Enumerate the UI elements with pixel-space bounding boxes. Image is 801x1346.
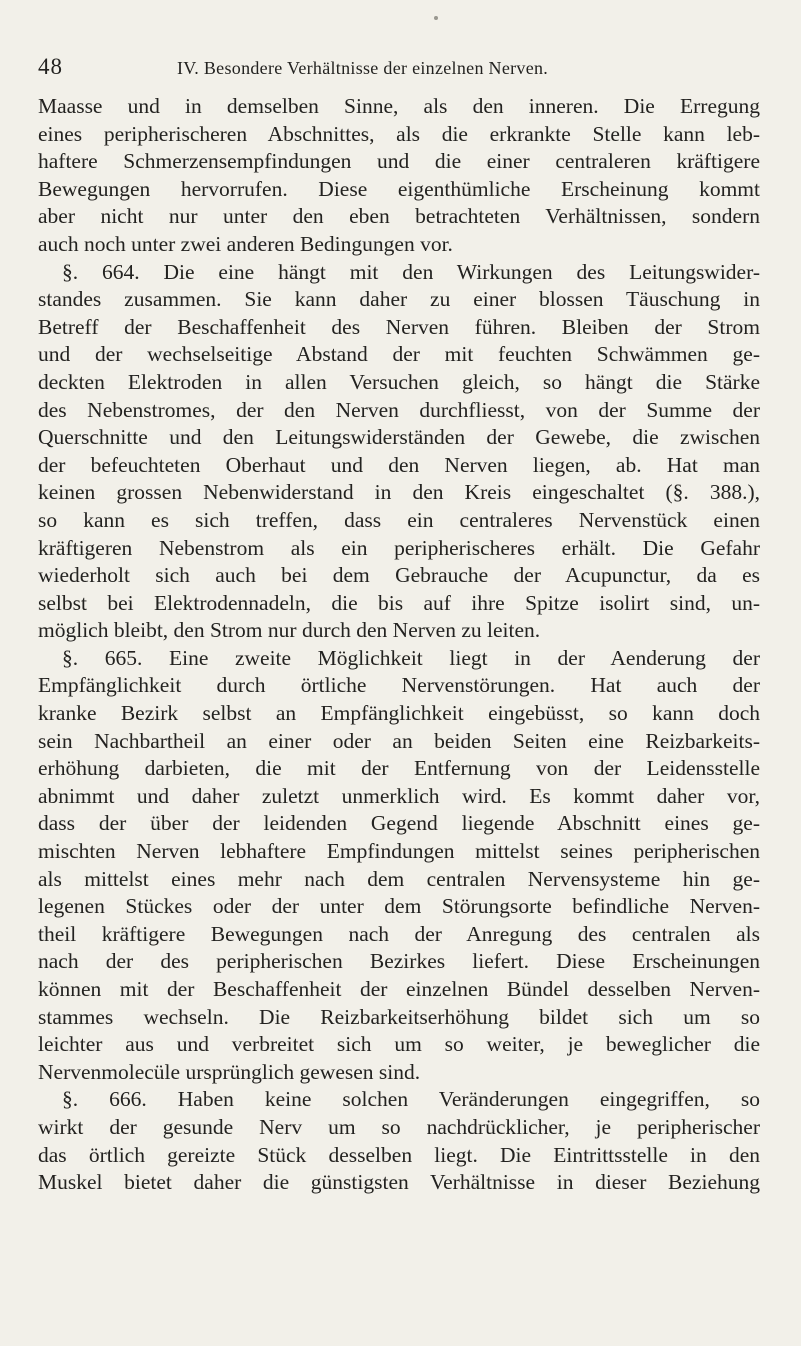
running-title: IV. Besondere Verhältnisse der einzelnen Nerven. [177, 58, 549, 78]
text-line: können mit der Beschaffenheit der einzelnen Bündel desselben Nerven- [38, 977, 760, 1001]
section-666-start: §. 666. Haben keine solchen Veränderungen eingegriffen, so [62, 1087, 760, 1112]
text-line: legenen Stückes oder der unter dem Störungsorte befindliche Nerven- [38, 894, 760, 919]
text-line: stammes wechseln. Die Reizbarkeitserhöhung bildet sich um so [38, 1004, 760, 1029]
text-line: wiederholt sich auch bei dem Gebrauche der Acupunctur, da es [38, 563, 760, 588]
text-line: auch noch unter zwei anderen Bedingungen vor. [38, 231, 453, 256]
text-line: aber nicht nur unter den eben betrachteten Verhältnissen, sondern [38, 204, 760, 229]
text-line: das örtlich gereizte Stück desselben liegt. Die Eintrittsstelle in den [38, 1142, 760, 1167]
text-line: Betreff der Beschaffenheit des Nerven führen. Bleiben der Strom [38, 314, 760, 339]
text-line: Empfänglichkeit durch örtliche Nervenstörungen. Hat auch der [38, 673, 760, 698]
text-line: kräftigeren Nebenstrom als ein peripherischeres erhält. Die Gefahr [38, 535, 760, 560]
text-line: erhöhung darbieten, die mit der Entfernung von der Leidensstelle [38, 756, 760, 781]
page-header [38, 54, 758, 84]
text-line: sein Nachbartheil an einer oder an beiden Seiten eine Reizbarkeits- [38, 728, 760, 753]
section-664-start: §. 664. Die eine hängt mit den Wirkungen des Leitungswider- [62, 259, 760, 284]
text-line: mischten Nerven lebhaftere Empfindungen mittelst seines peripherischen [38, 839, 760, 864]
text-line: Nervenmolecüle ursprünglich gewesen sind. [38, 1059, 421, 1084]
text-line: und der wechselseitige Abstand der mit feuchten Schwämmen ge- [38, 342, 760, 367]
text-line: selbst bei Elektrodennadeln, die bis auf ihre Spitze isolirt sind, un- [38, 590, 760, 615]
text-line: der befeuchteten Oberhaut und den Nerven liegen, ab. Hat man [38, 452, 760, 477]
text-line: abnimmt und daher zuletzt unmerklich wird. Es kommt daher vor, [38, 783, 760, 808]
text-line: Muskel bietet daher die günstigsten Verhältnisse in dieser Beziehung [38, 1170, 760, 1195]
text-line: als mittelst eines mehr nach dem centralen Nervensysteme hin ge- [38, 866, 760, 891]
text-line: standes zusammen. Sie kann daher zu einer blossen Täuschung in [38, 287, 760, 312]
text-line: theil kräftigere Bewegungen nach der Anregung des centralen als [38, 921, 760, 946]
section-665-start: §. 665. Eine zweite Möglichkeit liegt in der Aenderung der [62, 645, 760, 670]
text-line: so kann es sich treffen, dass ein centraleres Nervenstück einen [38, 507, 760, 532]
text-line: nach der des peripherischen Bezirkes liefert. Diese Erscheinungen [38, 949, 760, 974]
text-line: dass der über der leidenden Gegend liegende Abschnitt eines ge- [38, 811, 760, 836]
text-line: Bewegungen hervorrufen. Diese eigenthümliche Erscheinung kommt [38, 176, 760, 201]
text-line: leichter aus und verbreitet sich um so weiter, je beweglicher die [38, 1032, 760, 1057]
text-line: eines peripherischeren Abschnittes, als die erkrankte Stelle kann leb- [38, 121, 760, 146]
text-line: deckten Elektroden in allen Versuchen gleich, so hängt die Stärke [38, 369, 760, 394]
text-line: haftere Schmerzensempfindungen und die einer centraleren kräftigere [38, 149, 760, 174]
body-text [38, 93, 760, 1197]
text-line: keinen grossen Nebenwiderstand in den Kreis eingeschaltet (§. 388.), [38, 480, 760, 505]
text-line: Querschnitte und den Leitungswiderständen der Gewebe, die zwischen [38, 425, 760, 450]
print-speck [434, 16, 438, 20]
text-line: wirkt der gesunde Nerv um so nachdrücklicher, je peripherischer [38, 1114, 760, 1139]
text-line: kranke Bezirk selbst an Empfänglichkeit eingebüsst, so kann doch [38, 701, 760, 726]
text-line: des Nebenstromes, der den Nerven durchfliesst, von der Summe der [38, 397, 760, 422]
text-line: Maasse und in demselben Sinne, als den inneren. Die Erregung [38, 94, 760, 118]
text-line: möglich bleibt, den Strom nur durch den Nerven zu leiten. [38, 618, 541, 643]
page-number: 48 [38, 54, 63, 79]
